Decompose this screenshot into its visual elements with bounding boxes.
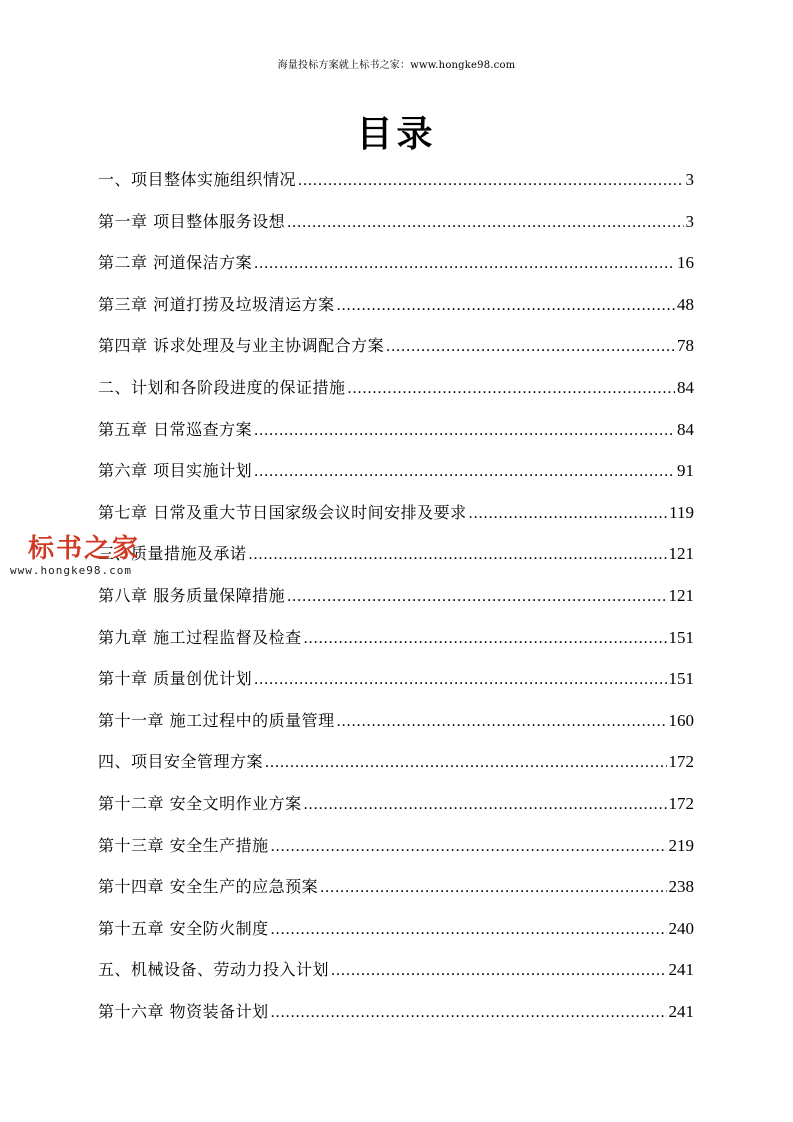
toc-item-page: 78 <box>677 336 694 356</box>
toc-leader-dots <box>298 167 683 195</box>
toc-item-page: 3 <box>685 170 694 189</box>
toc-item-page: 151 <box>668 669 694 689</box>
toc-item-label: 第一章 项目整体服务设想 <box>98 211 286 231</box>
toc-item-page: 151 <box>668 627 694 647</box>
toc-leader-dots <box>254 417 675 445</box>
toc-item[interactable] <box>98 249 694 291</box>
toc-item[interactable] <box>98 915 694 957</box>
toc-item[interactable] <box>98 416 694 458</box>
toc-leader-dots <box>304 625 667 653</box>
toc-leader-dots <box>254 666 666 694</box>
toc-item[interactable] <box>98 582 694 624</box>
toc-leader-dots <box>254 458 675 486</box>
toc-leader-dots <box>265 749 666 777</box>
toc-item-page: 16 <box>677 253 694 273</box>
page-title: 目录 <box>356 114 437 155</box>
toc-item[interactable] <box>98 624 694 666</box>
toc-item-label: 第十四章 安全生产的应急预案 <box>98 877 319 897</box>
toc-item-label: 第八章 服务质量保障措施 <box>98 585 286 605</box>
toc-item-page: 172 <box>668 752 694 772</box>
toc-item[interactable] <box>98 457 694 499</box>
toc-leader-dots <box>249 541 667 569</box>
toc-item[interactable] <box>98 499 694 541</box>
toc-leader-dots <box>287 209 683 237</box>
toc-item-page: 240 <box>668 918 694 938</box>
toc-item-page: 238 <box>668 877 694 897</box>
toc-leader-dots <box>287 583 666 611</box>
table-of-contents <box>98 166 694 1039</box>
toc-item[interactable] <box>98 374 694 416</box>
toc-item-page: 84 <box>677 377 694 397</box>
toc-item[interactable] <box>98 540 694 582</box>
toc-item-label: 五、机械设备、劳动力投入计划 <box>98 960 330 980</box>
toc-item-page: 48 <box>677 294 694 314</box>
toc-item-page: 121 <box>668 585 694 605</box>
toc-item-label: 四、项目安全管理方案 <box>98 752 264 772</box>
toc-item-label: 第九章 施工过程监督及检查 <box>98 627 302 647</box>
toc-item-label: 第十一章 施工过程中的质量管理 <box>98 710 335 730</box>
toc-item-label: 第十三章 安全生产措施 <box>98 835 269 855</box>
toc-item[interactable] <box>98 956 694 998</box>
toc-leader-dots <box>337 292 675 320</box>
toc-leader-dots <box>320 874 666 902</box>
toc-item-page: 3 <box>685 211 694 231</box>
toc-item[interactable] <box>98 665 694 707</box>
toc-item-label: 第十五章 安全防火制度 <box>98 918 269 938</box>
watermark-url: www.hongke98.com <box>10 564 132 577</box>
toc-item[interactable] <box>98 832 694 874</box>
toc-item[interactable] <box>98 166 694 208</box>
toc-leader-dots <box>304 791 667 819</box>
toc-leader-dots <box>271 916 667 944</box>
toc-item-label: 第六章 项目实施计划 <box>98 461 253 481</box>
toc-leader-dots <box>469 500 668 528</box>
toc-leader-dots <box>348 375 675 403</box>
toc-item-label: 三、质量措施及承诺 <box>98 544 247 564</box>
page-header: 海量投标方案就上标书之家：www.hongke98.com <box>277 60 516 71</box>
toc-item[interactable] <box>98 790 694 832</box>
toc-leader-dots <box>254 250 675 278</box>
toc-item-page: 172 <box>668 793 694 813</box>
toc-item[interactable] <box>98 291 694 333</box>
toc-item[interactable] <box>98 208 694 250</box>
toc-item-label: 第二章 河道保洁方案 <box>98 253 253 273</box>
toc-item-page: 160 <box>668 710 694 730</box>
toc-item-label: 二、计划和各阶段进度的保证措施 <box>98 377 346 397</box>
toc-leader-dots <box>337 708 667 736</box>
toc-leader-dots <box>386 333 675 361</box>
toc-item-page: 241 <box>668 960 694 980</box>
toc-item-page: 241 <box>668 1001 694 1021</box>
toc-leader-dots <box>271 999 667 1027</box>
toc-item-page: 84 <box>677 419 694 439</box>
toc-item[interactable] <box>98 873 694 915</box>
toc-item[interactable] <box>98 748 694 790</box>
toc-item-page: 219 <box>668 835 694 855</box>
watermark <box>10 534 170 578</box>
toc-item-label: 一、项目整体实施组织情况 <box>98 170 297 189</box>
toc-item-label: 第七章 日常及重大节日国家级会议时间安排及要求 <box>98 502 467 522</box>
toc-item-label: 第四章 诉求处理及与业主协调配合方案 <box>98 336 385 356</box>
toc-item-page: 121 <box>668 544 694 564</box>
toc-leader-dots <box>271 833 667 861</box>
toc-item[interactable] <box>98 707 694 749</box>
toc-item-page: 91 <box>677 461 694 481</box>
toc-leader-dots <box>331 957 666 985</box>
toc-item-label: 第十章 质量创优计划 <box>98 669 253 689</box>
toc-item[interactable] <box>98 332 694 374</box>
watermark-logo: 标书之家 <box>28 534 141 564</box>
toc-item-label: 第五章 日常巡查方案 <box>98 419 253 439</box>
toc-item-page: 119 <box>669 502 694 522</box>
toc-item-label: 第三章 河道打捞及垃圾清运方案 <box>98 294 335 314</box>
toc-item[interactable] <box>98 998 694 1040</box>
toc-item-label: 第十六章 物资装备计划 <box>98 1001 269 1021</box>
toc-item-label: 第十二章 安全文明作业方案 <box>98 793 302 813</box>
